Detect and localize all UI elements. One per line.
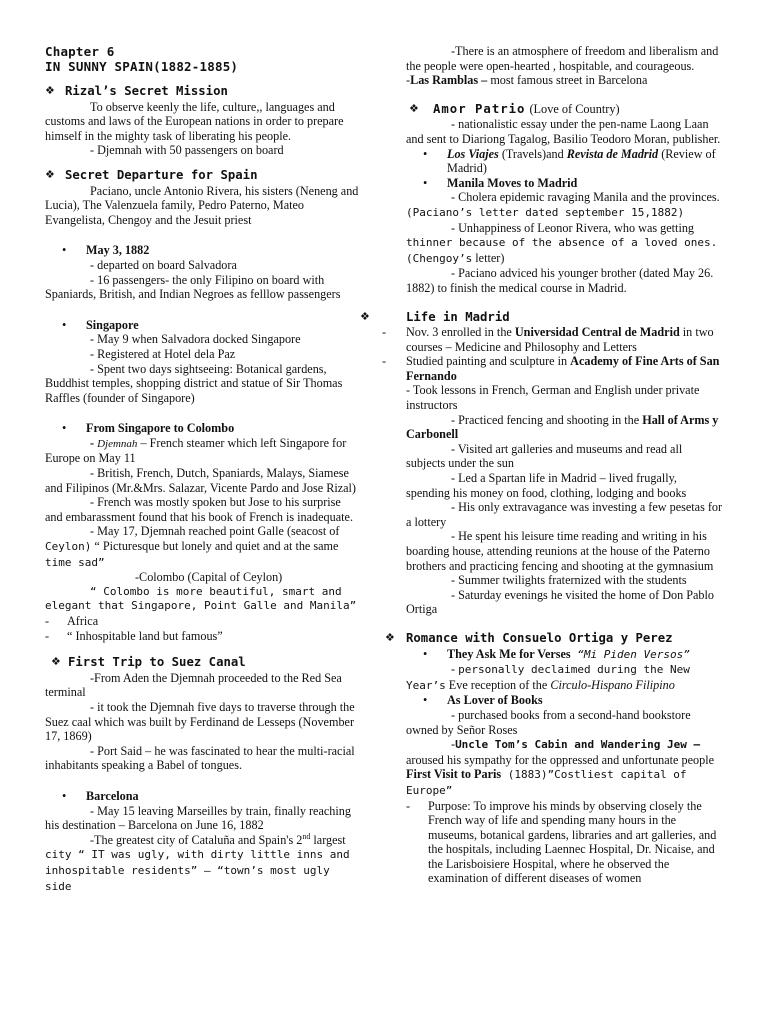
paragraph: - French was mostly spoken but Jose to his surprise and embarassment found that his book of French is inadequate. [45, 495, 353, 524]
paragraph: - personally declaimed during the New Year’s Eve reception of the Circulo-Hispano Filipino [406, 662, 690, 692]
paragraph: -The greatest city of Cataluña and Spain's 2nd largest city “ IT was ugly, with dirty little inns and inhospitable residents” – “town’s most ugly side [45, 831, 350, 893]
paragraph: - Summer twilights fraternized with the students [451, 573, 687, 588]
paragraph: - Led a Spartan life in Madrid – lived frugally, spending his money on food, clothing, lodging and books [406, 471, 687, 500]
bullet-icon: • [423, 693, 428, 708]
bullet-icon: • [62, 243, 67, 258]
section-heading-departure: ❖ Secret Departure for Spain [45, 167, 258, 182]
dash-item: - Nov. 3 enrolled in the Universidad Central de Madrid in two courses – Medicine and Philosophy and Letters [382, 325, 714, 354]
dash-item: - “ Inhospitable land but famous” [45, 628, 223, 643]
paragraph: - Took lessons in French, German and English under private instructors [406, 383, 700, 413]
diamond-bullet-icon: ❖ [45, 84, 55, 97]
paragraph: - Port Said – he was fascinated to hear the multi-racial inhabitants speaking a Babel of tongues. [45, 743, 355, 773]
paragraph: - it took the Djemnah five days to traverse through the Suez caal which was built by Ferdinand de Lesseps (November 17, 1869) [45, 699, 355, 744]
bullet-item: • Los Viajes (Travels)and Revista de Madrid (Review of Madrid) [406, 147, 724, 176]
section-heading-suez: ❖ First Trip to Suez Canal [51, 655, 246, 670]
bullet-icon: • [62, 421, 67, 436]
paragraph: -Las Ramblas – most famous street in Barcelona [406, 73, 648, 88]
paragraph: - May 17, Djemnah reached point Galle (seacost of Ceylon) “ Picturesque but lonely and quiet and at the same time sad” [45, 524, 340, 569]
bullet-icon: • [62, 317, 67, 332]
bullet-label: As Lover of Books [447, 693, 543, 708]
paragraph: - May 15 leaving Marseilles by train, finally reaching his destination – Barcelona on June 16, 1882 [45, 803, 351, 833]
paragraph: - departed on board Salvadora [90, 257, 237, 272]
bullet-label: From Singapore to Colombo [86, 421, 235, 436]
bullet-item [45, 318, 360, 333]
bullet-item [406, 176, 724, 191]
quote: “ Colombo is more beautiful, smart and elegant that Singapore, Point Galle and Manila” [45, 584, 357, 613]
paragraph: - He spent his leisure time reading and writing in his boarding house, attending reunions at the house of the Paterno brothers and practicing fencing and shooting at the gymnasium [406, 529, 714, 573]
paragraph: - Paciano adviced his younger brother (dated May 26. 1882) to finish the medical course in Madrid. [406, 266, 714, 295]
paragraph: - Spent two days sightseeing: Botanical gardens, Buddhist temples, shopping district and statue of Sir Thomas Raffles (founder of Singapore) [45, 361, 343, 405]
diamond-bullet-icon: ❖ [360, 309, 370, 323]
bullet-item [406, 693, 724, 708]
paragraph: - Unhappiness of Leonor Rivera, who was getting thinner because of the absence of a loved ones. (Chengoy’s letter) [406, 220, 718, 265]
paragraph: - British, French, Dutch, Spaniards, Malays, Siamese and Filipinos (Mr.&Mrs. Salazar, Vicente Pardo and Jose Rizal) [45, 466, 356, 495]
paragraph: - Djemnah – French steamer which left Singapore for Europe on May 11 [45, 435, 347, 466]
diamond-bullet-icon: ❖ [409, 101, 419, 115]
paragraph: -From Aden the Djemnah proceeded to the Red Sea terminal [45, 670, 342, 700]
paragraph: First Visit to Paris (1883)”Costliest capital of Europe” [406, 767, 687, 797]
bullet-label: May 3, 1882 [86, 243, 150, 258]
paragraph: Paciano, uncle Antonio Rivera, his sisters (Neneng and Lucia), The Valenzuela family, Pedro Paterno, Mateo Evangelista, Chengoy and the Jesuit priest [45, 183, 359, 227]
section-heading-mission: ❖ Rizal’s Secret Mission [45, 84, 228, 98]
diamond-bullet-icon: ❖ [51, 655, 61, 669]
paragraph: - Visited art galleries and museums and read all subjects under the sun [406, 441, 683, 471]
paragraph: - 16 passengers- the only Filipino on board with Spaniards, British, and Indian Negroes as felllow passengers [45, 272, 341, 302]
bullet-item: • They Ask Me for Verses “Mi Piden Versos” [406, 647, 724, 663]
bullet-item [45, 243, 360, 258]
section-heading-romance: ❖ Romance with Consuelo Ortiga y Perez [385, 630, 673, 645]
chapter-title: IN SUNNY SPAIN(1882-1885) [45, 59, 239, 74]
bullet-label: Singapore [86, 317, 139, 332]
dash-item: - Africa [45, 614, 99, 628]
paragraph: - May 9 when Salvadora docked Singapore [90, 332, 301, 347]
chapter-number: Chapter 6 [45, 44, 115, 59]
right-column [360, 44, 724, 886]
paragraph: -Colombo (Capital of Ceylon) [135, 570, 283, 585]
diamond-bullet-icon: ❖ [45, 167, 55, 181]
section-heading-amor-patrio: ❖ Amor Patrio (Love of Country) [409, 101, 620, 116]
paragraph: -Uncle Tom’s Cabin and Wandering Jew – aroused his sympathy for the oppressed and unfortunate people [406, 737, 714, 767]
paragraph: - Cholera epidemic ravaging Manila and the provinces. (Paciano’s letter dated september 15,1882) [406, 190, 720, 219]
bullet-icon: • [423, 646, 428, 661]
dash-item: - Studied painting and sculpture in Academy of Fine Arts of San Fernando [382, 354, 720, 383]
paragraph: - Registered at Hotel dela Paz [90, 346, 236, 361]
section-heading-life-in-madrid: ❖ Life in Madrid [360, 309, 510, 324]
dash-item: - Purpose: To improve his minds by observing closely the French way of life and spending many hours in the museums, botanical gardens, libraries and art galleries, and the hospitals, including Laennec Hospital, Dr. Nicaise, and the Larisboisiere Hospital, where he observed the examination of different diseases of women [406, 798, 717, 886]
paragraph: - nationalistic essay under the pen-name Laong Laan and sent to Diariong Tagalog, Basilio Teodoro Moran, publisher. [406, 117, 721, 146]
bullet-item [45, 789, 360, 804]
bullet-item [45, 421, 360, 436]
bullet-label: Barcelona [86, 788, 139, 803]
paragraph: To observe keenly the life, culture,, languages and customs and laws of the European nations in order to prepare himself in the mighty task of liberating his people. [45, 99, 344, 143]
left-column [45, 44, 360, 894]
paragraph: - Djemnah with 50 passengers on board [90, 143, 284, 158]
paragraph: - Practiced fencing and shooting in the Hall of Arms y Carbonell [406, 412, 719, 442]
bullet-icon: • [423, 175, 428, 190]
paragraph: - purchased books from a second-hand bookstore owned by Señor Roses [406, 707, 691, 737]
bullet-label: Manila Moves to Madrid [447, 175, 578, 190]
diamond-bullet-icon: ❖ [385, 630, 395, 644]
paragraph: - Saturday evenings he visited the home of Don Pablo Ortiga [406, 587, 714, 617]
paragraph: - His only extravagance was investing a few pesetas for a lottery [406, 500, 723, 529]
paragraph: -There is an atmosphere of freedom and liberalism and the people were open-hearted , hospitable, and courageous. [406, 44, 719, 73]
bullet-icon: • [62, 788, 67, 803]
bullet-icon: • [423, 146, 428, 161]
